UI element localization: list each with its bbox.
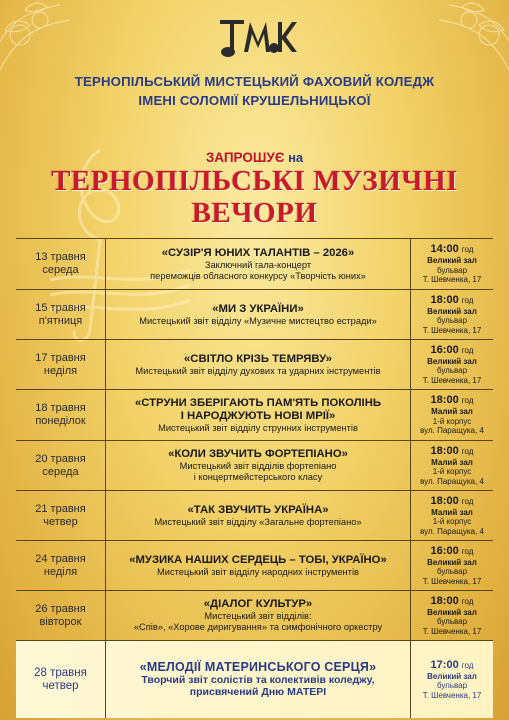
event-title: «ДІАЛОГ КУЛЬТУР» xyxy=(203,598,313,610)
event-date-cell xyxy=(16,390,106,440)
event-info-cell xyxy=(106,641,411,718)
event-date: 24 травня xyxy=(35,552,86,565)
event-address: 1-й корпус xyxy=(432,517,472,527)
event-title: «СУЗІР'Я ЮНИХ ТАЛАНТІВ – 2026» xyxy=(161,246,355,259)
event-desc: Мистецький звіт відділів: xyxy=(204,611,312,621)
event-address: бульвар xyxy=(436,265,468,275)
event-info-cell xyxy=(106,340,411,389)
invites-on: на xyxy=(288,150,304,165)
event-address: бульвар xyxy=(436,366,468,376)
event-title: «СВІТЛО КРІЗЬ ТЕМРЯВУ» xyxy=(184,352,332,365)
event-date: 18 травня xyxy=(35,402,86,414)
event-date: 17 травня xyxy=(35,351,86,364)
event-hall: Великий зал xyxy=(427,356,477,366)
event-info-cell xyxy=(106,541,411,590)
schedule-row xyxy=(16,491,493,541)
event-desc: Мистецький звіт відділу духових та ударних інструментів xyxy=(135,365,381,376)
event-title: «КОЛИ ЗВУЧИТЬ ФОРТЕПІАНО» xyxy=(168,448,348,460)
event-time: 18:00 xyxy=(430,494,459,507)
event-desc: Мистецький звіт відділів фортепіано xyxy=(179,461,337,471)
event-date-cell xyxy=(16,290,106,339)
event-info-cell xyxy=(106,491,411,540)
event-title: «СТРУНИ ЗБЕРІГАЮТЬ ПАМ'ЯТЬ ПОКОЛІНЬ xyxy=(135,396,381,409)
event-address: Т. Шевченка, 17 xyxy=(422,576,482,586)
event-address: 1-й корпус xyxy=(432,416,472,426)
event-date-cell xyxy=(16,491,106,540)
event-address: 1-й корпус xyxy=(432,467,472,477)
event-info-cell xyxy=(106,390,411,440)
event-desc: Мистецький звіт відділу народних інструментів xyxy=(157,566,359,577)
event-title: «МУЗИКА НАШИХ СЕРДЕЦЬ – ТОБІ, УКРАЇНО» xyxy=(129,553,387,566)
event-time: 18:00 xyxy=(430,293,459,306)
event-address: Т. Шевченка, 17 xyxy=(422,375,482,385)
event-info-cell xyxy=(106,441,411,490)
event-time-unit: год xyxy=(461,546,474,556)
event-hall: Великий зал xyxy=(427,557,477,567)
event-desc: Мистецький звіт відділу «Загальне фортепіано» xyxy=(154,516,362,527)
event-desc: Мистецький звіт відділу «Музичне мистецтво естради» xyxy=(139,315,377,326)
event-desc: «Спів», «Хорове диригування» та симфонічного оркестру xyxy=(133,622,383,632)
event-hall: Великий зал xyxy=(427,306,477,316)
event-address: бульвар xyxy=(436,617,468,627)
event-time-unit: год xyxy=(461,396,474,406)
event-time: 16:00 xyxy=(430,544,459,557)
event-date: 13 травня xyxy=(35,251,86,263)
event-address: бульвар xyxy=(436,567,468,577)
event-address: бульвар xyxy=(436,316,468,326)
event-time-unit: год xyxy=(461,245,474,255)
event-desc: Мистецький звіт відділу струнних інструментів xyxy=(158,422,358,433)
event-address: вул. Паращука, 4 xyxy=(420,426,484,436)
event-desc: і концертмейстерського класу xyxy=(193,472,323,482)
event-day: неділя xyxy=(43,565,78,578)
event-venue-cell xyxy=(411,290,493,339)
event-info-cell xyxy=(106,591,411,640)
event-venue-cell xyxy=(411,340,493,389)
event-date-cell xyxy=(16,441,106,490)
schedule-row xyxy=(16,390,493,441)
college-logo xyxy=(214,12,298,62)
event-day: неділя xyxy=(43,364,78,377)
event-day: четвер xyxy=(43,515,78,528)
event-date-cell xyxy=(16,591,106,640)
event-time-unit: год xyxy=(461,446,474,456)
college-name-line1: ТЕРНОПІЛЬСЬКИЙ МИСТЕЦЬКИЙ ФАХОВИЙ КОЛЕДЖ xyxy=(74,74,435,89)
event-title: «МЕЛОДІЇ МАТЕРИНСЬКОГО СЕРЦЯ» xyxy=(139,660,377,674)
schedule-row-highlighted xyxy=(16,641,493,718)
college-name xyxy=(0,72,509,110)
event-time-unit: год xyxy=(461,596,474,606)
event-date: 15 травня xyxy=(35,301,86,314)
invites-word: ЗАПРОШУЄ xyxy=(205,150,285,165)
event-desc: переможців обласного конкурсу «Творчість юних» xyxy=(150,270,366,281)
event-desc: присвячений Дню МАТЕРІ xyxy=(189,686,327,698)
event-venue-cell xyxy=(411,641,493,718)
event-title: «МИ З УКРАЇНИ» xyxy=(212,302,304,315)
schedule-row xyxy=(16,290,493,340)
event-venue-cell xyxy=(411,541,493,590)
event-address: вул. Паращука, 4 xyxy=(420,526,484,536)
event-hall: Великий зал xyxy=(427,671,477,681)
event-address: Т. Шевченка, 17 xyxy=(422,275,482,285)
event-time-unit: год xyxy=(461,660,474,670)
event-time-unit: год xyxy=(461,345,474,355)
event-day: середа xyxy=(42,264,79,276)
schedule-row xyxy=(16,541,493,591)
schedule-row xyxy=(16,441,493,491)
event-time-unit: год xyxy=(461,496,474,506)
event-day: понеділок xyxy=(35,415,86,427)
event-title: «ТАК ЗВУЧИТЬ УКРАЇНА» xyxy=(187,503,329,516)
invites-line xyxy=(0,150,509,165)
schedule-row xyxy=(16,591,493,641)
event-hall: Малий зал xyxy=(431,457,473,467)
event-info-cell xyxy=(106,239,411,289)
event-date-cell xyxy=(16,239,106,289)
event-desc: Творчий звіт солістів та колективів коледжу, xyxy=(141,674,375,686)
page-title-line1: ТЕРНОПІЛЬСЬКІ МУЗИЧНІ xyxy=(51,165,458,197)
event-hall: Малий зал xyxy=(431,507,473,517)
event-day: вівторок xyxy=(39,615,82,628)
event-address: бульвар xyxy=(436,681,468,691)
event-date: 26 травня xyxy=(35,602,86,615)
event-time-unit: год xyxy=(461,295,474,305)
event-venue-cell xyxy=(411,390,493,440)
event-date-cell xyxy=(16,340,106,389)
event-date: 28 травня xyxy=(34,666,87,679)
event-address: Т. Шевченка, 17 xyxy=(422,690,482,700)
event-hall: Великий зал xyxy=(427,607,477,617)
event-address: Т. Шевченка, 17 xyxy=(422,626,482,636)
event-venue-cell xyxy=(411,591,493,640)
event-time: 14:00 xyxy=(430,243,459,256)
event-day: четвер xyxy=(42,679,79,692)
event-venue-cell xyxy=(411,491,493,540)
event-time: 18:00 xyxy=(430,394,459,407)
event-time: 18:00 xyxy=(430,594,459,607)
event-title-line2: І НАРОДЖУЮТЬ НОВІ МРІЇ» xyxy=(180,409,336,422)
event-hall: Великий зал xyxy=(427,256,477,266)
event-address: вул. Паращука, 4 xyxy=(420,476,484,486)
event-time: 17:00 xyxy=(430,658,459,671)
event-time: 16:00 xyxy=(430,343,459,356)
event-day: п'ятниця xyxy=(38,314,83,327)
schedule-row xyxy=(16,239,493,290)
event-date-cell xyxy=(16,641,106,718)
schedule-table xyxy=(16,238,493,718)
event-venue-cell xyxy=(411,441,493,490)
college-name-line2: ІМЕНІ СОЛОМІЇ КРУШЕЛЬНИЦЬКОЇ xyxy=(138,93,371,108)
event-info-cell xyxy=(106,290,411,339)
event-date-cell xyxy=(16,541,106,590)
event-address: Т. Шевченка, 17 xyxy=(422,325,482,335)
event-date: 20 травня xyxy=(35,452,86,465)
event-hall: Малий зал xyxy=(431,407,473,417)
event-day: середа xyxy=(42,465,79,478)
page-title-line2: ВЕЧОРИ xyxy=(191,197,318,229)
event-date: 21 травня xyxy=(35,502,86,515)
event-time: 18:00 xyxy=(430,444,459,457)
page-title xyxy=(0,165,509,229)
event-venue-cell xyxy=(411,239,493,289)
event-desc: Заключний гала-концерт xyxy=(204,259,312,270)
schedule-row xyxy=(16,340,493,390)
